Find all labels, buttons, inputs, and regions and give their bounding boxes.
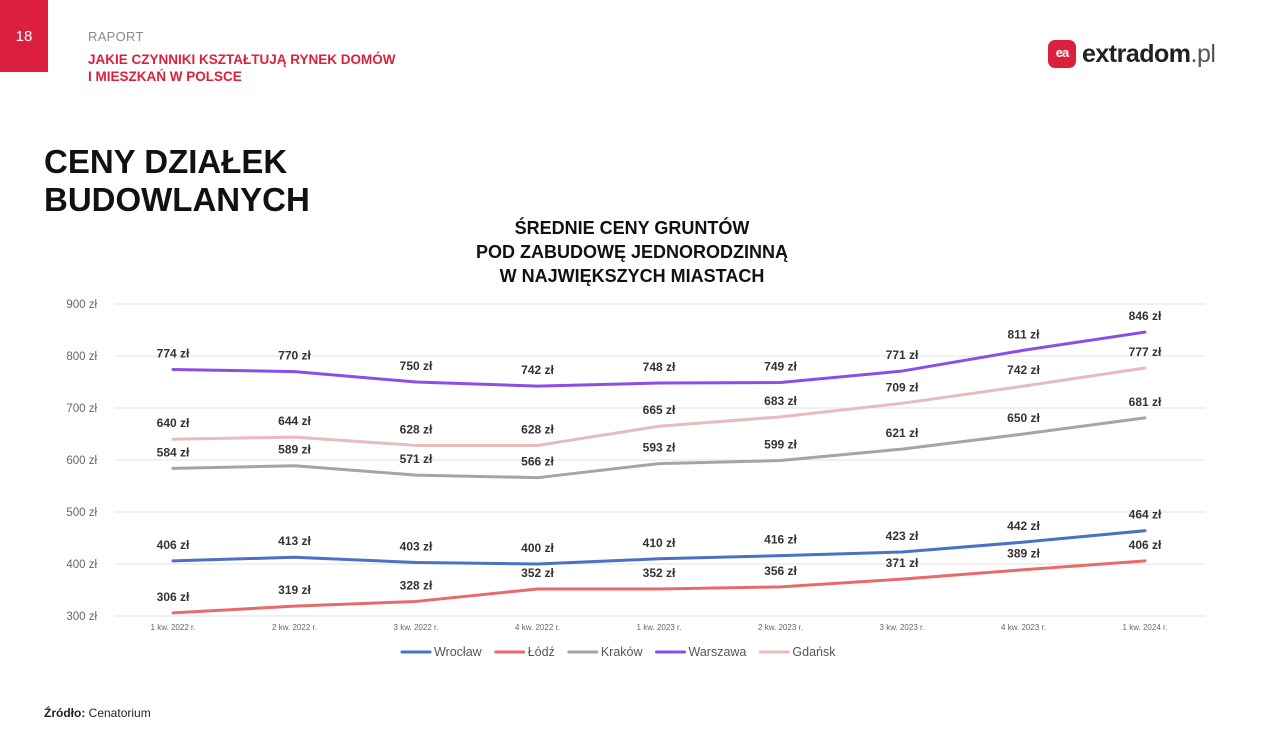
legend-label: Wrocław [434, 645, 482, 659]
source-value: Cenatorium [88, 706, 151, 720]
chart-title-line: W NAJWIĘKSZYCH MIASTACH [499, 266, 765, 286]
data-label: 771 zł [885, 348, 919, 363]
chart-title-line: ŚREDNIE CENY GRUNTÓW [514, 218, 750, 238]
source-note [44, 706, 151, 720]
report-title-line: I MIESZKAŃ W POLSCE [88, 69, 242, 84]
legend-label: Łódź [527, 645, 555, 659]
x-tick-label: 4 kw. 2022 r. [515, 623, 560, 632]
x-tick-label: 2 kw. 2023 r. [758, 623, 803, 632]
legend-label: Gdańsk [792, 645, 836, 659]
data-label: 681 zł [1128, 394, 1162, 409]
data-label: 371 zł [885, 556, 919, 571]
report-title-line: JAKIE CZYNNIKI KSZTAŁTUJĄ RYNEK DOMÓW [88, 52, 396, 67]
data-label: 742 zł [521, 363, 554, 378]
data-label: 306 zł [156, 589, 190, 604]
data-label: 748 zł [642, 360, 676, 375]
data-label: 770 zł [278, 348, 311, 363]
data-label: 683 zł [764, 393, 797, 408]
x-tick-label: 3 kw. 2023 r. [879, 623, 925, 632]
y-tick-label: 900 zł [66, 299, 97, 311]
data-label: 566 zł [521, 454, 554, 469]
data-label: 406 zł [1128, 537, 1162, 552]
data-label: 571 zł [399, 452, 433, 467]
data-label: 628 zł [521, 422, 554, 437]
data-label: 423 zł [885, 529, 919, 544]
logo-text: extradom.pl [1082, 39, 1216, 68]
data-label: 403 zł [399, 539, 433, 554]
data-label: 356 zł [764, 563, 797, 578]
legend-label: Warszawa [688, 645, 747, 659]
data-label: 352 zł [642, 565, 676, 580]
data-label: 589 zł [278, 442, 311, 457]
x-tick-label: 1 kw. 2022 r. [150, 623, 196, 632]
data-label: 665 zł [642, 403, 676, 418]
section-title-line: CENY DZIAŁEK [44, 143, 288, 180]
x-tick-label: 1 kw. 2023 r. [636, 623, 682, 632]
data-label: 413 zł [278, 534, 311, 549]
data-label: 777 zł [1128, 344, 1162, 359]
x-tick-label: 3 kw. 2022 r. [393, 623, 439, 632]
data-label: 352 zł [521, 565, 554, 580]
data-label: 628 zł [399, 422, 433, 437]
data-label: 593 zł [642, 440, 676, 455]
data-label: 774 zł [156, 346, 190, 361]
section-title-line: BUDOWLANYCH [44, 181, 310, 218]
data-label: 846 zł [1128, 309, 1162, 324]
data-label: 319 zł [278, 583, 311, 598]
y-tick-label: 700 zł [66, 403, 97, 415]
data-label: 442 zł [1007, 519, 1040, 534]
data-label: 464 zł [1128, 507, 1162, 522]
x-tick-label: 2 kw. 2022 r. [272, 623, 317, 632]
report-label: RAPORT [88, 29, 144, 44]
y-tick-label: 300 zł [66, 611, 97, 623]
x-tick-label: 4 kw. 2023 r. [1001, 623, 1046, 632]
data-label: 584 zł [156, 445, 190, 460]
x-tick-label: 1 kw. 2024 r. [1122, 623, 1168, 632]
data-label: 599 zł [764, 437, 797, 452]
data-label: 621 zł [885, 426, 919, 441]
data-label: 650 zł [1007, 411, 1040, 425]
data-label: 389 zł [1007, 546, 1040, 561]
data-label: 328 zł [399, 578, 433, 593]
data-label: 406 zł [156, 537, 190, 552]
chart-title-line: POD ZABUDOWĘ JEDNORODZINNĄ [475, 242, 788, 262]
data-label: 749 zł [764, 359, 797, 374]
page-number: 18 [0, 0, 48, 72]
data-label: 644 zł [278, 414, 311, 429]
logo-mark-icon: ea [1048, 40, 1076, 68]
data-label: 709 zł [885, 380, 919, 395]
data-label: 742 zł [1007, 363, 1040, 378]
y-tick-label: 600 zł [66, 455, 97, 467]
data-label: 416 zł [764, 532, 797, 547]
data-label: 400 zł [521, 541, 554, 555]
data-label: 410 zł [642, 535, 676, 550]
data-label: 640 zł [156, 416, 190, 431]
data-label: 750 zł [399, 359, 433, 373]
data-label: 811 zł [1007, 327, 1040, 342]
y-tick-label: 800 zł [66, 351, 97, 363]
legend-label: Kraków [600, 645, 643, 659]
source-label: Źródło: [44, 706, 86, 720]
y-tick-label: 500 zł [66, 507, 97, 519]
y-tick-label: 400 zł [66, 559, 97, 571]
